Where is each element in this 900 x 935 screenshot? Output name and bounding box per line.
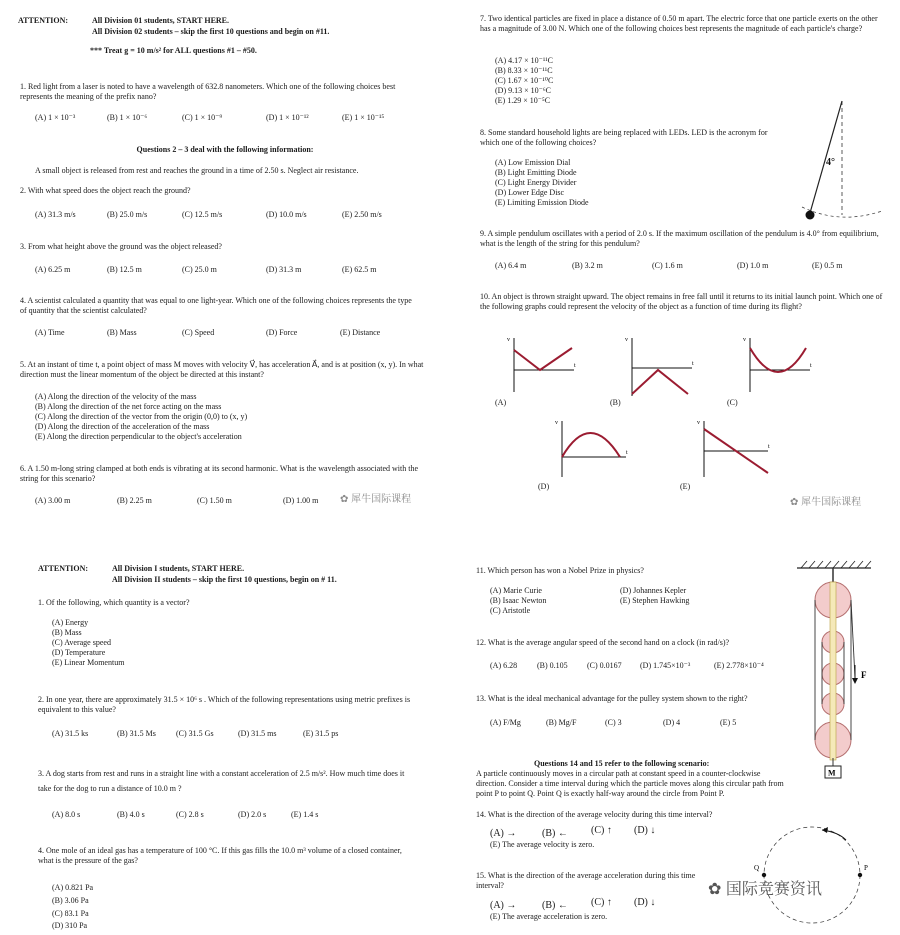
q5-choice-b: (B) Along the direction of the net force acting on the mass (35, 402, 222, 411)
graph-b-label: (B) (610, 398, 621, 407)
q4-div1-choice-c: (C) 83.1 Pa (52, 908, 89, 918)
attention-line-1b: All Division I students, START HERE. (112, 564, 245, 573)
q1-div1-choice-d: (D) Temperature (52, 648, 106, 657)
q4-div1-choice-a: (A) 0.821 Pa (52, 883, 94, 892)
q12-choice-b: (B) 0.105 (537, 661, 568, 670)
q2-choice-a: (A) 31.3 m/s (35, 210, 76, 219)
force-label: F (861, 670, 867, 680)
q12-choice-a: (A) 6.28 (490, 661, 518, 670)
q13-choice-a: (A) F/Mg (490, 718, 521, 727)
wechat-icon: ✿ (790, 497, 802, 508)
q1-div1-choice-b: (B) Mass (52, 628, 82, 637)
q2-div1-choice-d: (D) 31.5 ms (238, 729, 277, 738)
q7-choice-e: (E) 1.29 × 10⁻⁵C (495, 96, 551, 105)
q7-choice-b: (B) 8.33 × 10⁻¹¹C (495, 66, 553, 75)
svg-text:v: v (697, 420, 700, 426)
q3-div1-choice-b: (B) 4.0 s (117, 810, 145, 819)
q12-choice-c: (C) 0.0167 (587, 661, 622, 670)
q4-choice-a: (A) Time (35, 328, 65, 337)
q1-choice-c: (C) 1 × 10⁻⁹ (182, 113, 223, 122)
q11-choice-b: (B) Isaac Newton (490, 596, 547, 605)
question-3: 3. From what height above the ground was the object released? (20, 242, 222, 251)
q1-choice-a: (A) 1 × 10⁻³ (35, 113, 76, 122)
attention-line-2b: All Division II students – skip the first 10 questions, begin on # 11. (112, 575, 337, 584)
q6-choice-d: (D) 1.00 m (283, 496, 319, 505)
q4-choice-c: (C) Speed (182, 328, 215, 337)
question-12: 12. What is the average angular speed of the second hand on a clock (in rad/s)? (476, 638, 730, 647)
q14-choice-d: (D) ↓ (634, 825, 656, 836)
circular-path-diagram (750, 820, 875, 930)
q14-15-info: A particle continuously moves in a circular path at constant speed in a counter-clockwise direction. Consider a time interval during which the particle moves along this circular path from point P to point Q. Point Q is exactly half-way around the circle from Point P. (476, 769, 784, 798)
question-4-div1: 4. One mole of an ideal gas has a temperature of 100 °C. If this gas fills the 10.0 m³ volume of a closed container, what is the pressure of the gas? (38, 846, 402, 865)
q14-choice-b: (B) ← (542, 828, 568, 839)
question-6: 6. A 1.50 m-long string clamped at both ends is vibrating at its second harmonic. What is the wavelength associated with the string for this scenario? (20, 464, 418, 483)
q2-div1-choice-e: (E) 31.5 ps (303, 729, 339, 738)
graph-c-label: (C) (727, 398, 738, 407)
attention-line-2: All Division 02 students – skip the first 10 questions and begin on #11. (92, 27, 330, 36)
wechat-icon: ✿ (340, 494, 352, 505)
q13-choice-d: (D) 4 (663, 718, 681, 727)
q8-choice-a: (A) Low Emission Dial (495, 158, 571, 167)
q5-choice-c: (C) Along the direction of the vector from the origin (0,0) to (x, y) (35, 412, 248, 421)
q6-choice-a: (A) 3.00 m (35, 496, 71, 505)
q15-choice-d: (D) ↓ (634, 897, 656, 908)
svg-text:v: v (555, 420, 558, 426)
question-1: 1. Red light from a laser is noted to have a wavelength of 632.8 nanometers. Which one of the following choices best represents the meaning of the prefix nano? (20, 82, 396, 101)
graph-e (690, 415, 775, 485)
q7-choices (495, 56, 553, 106)
question-4: 4. A scientist calculated a quantity that was equal to one light-year. Which one of the following choices represents the type of quantity that the scientist calculated? (20, 296, 412, 315)
svg-text:v: v (625, 337, 628, 343)
pulley-diagram (795, 560, 875, 780)
q1-div1-choice-e: (E) Linear Momentum (52, 658, 125, 667)
q3-div1-choice-d: (D) 2.0 s (238, 810, 267, 819)
q1-div1-choice-c: (C) Average speed (52, 638, 111, 647)
attention-label-2: ATTENTION: (38, 564, 89, 573)
q1-choice-b: (B) 1 × 10⁻⁶ (107, 113, 148, 122)
question-3-div1: 3. A dog starts from rest and runs in a straight line with a constant acceleration of 2.5 m/s². How much time does it take for the dog to run a distance of 10.0 m ? (38, 769, 405, 794)
graph-d-label: (D) (538, 482, 550, 491)
q2-div1-choice-b: (B) 31.5 Ms (117, 729, 156, 738)
q2-3-info: A small object is released from rest and reaches the ground in a time of 2.50 s. Neglect air resistance. (35, 166, 359, 175)
graph-a-label: (A) (495, 398, 507, 407)
svg-text:t: t (574, 363, 576, 369)
q2-choice-b: (B) 25.0 m/s (107, 210, 148, 219)
q1-div1-choices (52, 618, 124, 668)
q3-choice-e: (E) 62.5 m (342, 265, 377, 274)
point-q-label: Q (754, 864, 760, 872)
question-15: 15. What is the direction of the average acceleration during this time interval? (476, 871, 696, 890)
q5-choice-a: (A) Along the direction of the velocity of the mass (35, 392, 197, 401)
attention-label: ATTENTION: (18, 16, 69, 25)
q8-choice-c: (C) Light Energy Divider (495, 178, 577, 187)
q15-choice-b: (B) ← (542, 900, 568, 911)
graph-c (736, 332, 816, 402)
question-10: 10. An object is thrown straight upward. The object remains in free fall until it returns to its initial launch point. Which one of the following graphs could represent the velocity of the object as a function of time during its flight? (480, 292, 883, 311)
q9-choice-e: (E) 0.5 m (812, 261, 843, 270)
q2-div1-choice-a: (A) 31.5 ks (52, 729, 89, 738)
q14-15-header: Questions 14 and 15 refer to the following scenario: (534, 759, 710, 768)
point-p-label: P (864, 864, 868, 872)
q3-choice-c: (C) 25.0 m (182, 265, 217, 274)
pendulum-angle-label: 4° (826, 157, 835, 168)
q2-choice-d: (D) 10.0 m/s (266, 210, 307, 219)
q15-choice-e: (E) The average acceleration is zero. (490, 912, 608, 921)
q4-choice-e: (E) Distance (340, 328, 381, 337)
svg-text:t: t (692, 361, 694, 367)
q5-choice-e: (E) Along the direction perpendicular to the object's acceleration (35, 432, 242, 441)
q4-choice-d: (D) Force (266, 328, 298, 337)
q9-choice-b: (B) 3.2 m (572, 261, 603, 270)
q3-choice-d: (D) 31.3 m (266, 265, 302, 274)
question-9: 9. A simple pendulum oscillates with a period of 2.0 s. If the maximum oscillation of the pendulum is 4.0° from equilibrium, what is the length of the string for this pendulum? (480, 229, 879, 248)
svg-text:v: v (743, 337, 746, 343)
question-2-div1: 2. In one year, there are approximately 31.5 × 10⁶ s . Which of the following representations using metric prefixes is equivalent to this value? (38, 695, 411, 714)
pendulum-diagram (800, 95, 890, 225)
q8-choice-b: (B) Light Emitting Diode (495, 168, 577, 177)
question-5: 5. At an instant of time t, a point object of mass M moves with velocity V⃗, has acceleration A⃗, and is at position (x, y). In what direction must the linear momentum of the object be directed at this instant? (20, 360, 424, 379)
q8-choices (495, 158, 589, 208)
attention-line-1: All Division 01 students, START HERE. (92, 16, 230, 25)
q12-choice-e: (E) 2.778×10⁻⁴ (714, 661, 764, 670)
watermark-rhino: ✿ 犀牛国际课程 (340, 494, 412, 505)
q9-choice-a: (A) 6.4 m (495, 261, 527, 270)
q3-choice-b: (B) 12.5 m (107, 265, 142, 274)
q1-choice-d: (D) 1 × 10⁻¹² (266, 113, 309, 122)
q2-choice-c: (C) 12.5 m/s (182, 210, 223, 219)
q1-div1-choice-a: (A) Energy (52, 618, 89, 627)
question-8: 8. Some standard household lights are being replaced with LEDs. LED is the acronym for which one of the following choices? (480, 128, 768, 147)
q11-choice-e: (E) Stephen Hawking (620, 596, 690, 605)
q8-choice-e: (E) Limiting Emission Diode (495, 198, 589, 207)
watermark-contest-news: ✿ 国际竞赛资讯 (708, 881, 822, 898)
q11-choice-a: (A) Marie Curie (490, 586, 542, 595)
svg-text:t: t (768, 444, 770, 450)
q9-choice-d: (D) 1.0 m (737, 261, 769, 270)
q3-div1-choice-c: (C) 2.8 s (176, 810, 204, 819)
graph-a (500, 332, 580, 402)
q7-choice-c: (C) 1.67 × 10⁻¹⁰C (495, 76, 554, 85)
q9-choice-c: (C) 1.6 m (652, 261, 683, 270)
graph-b (618, 332, 698, 402)
panel-division-01 (0, 0, 450, 530)
q14-choice-e: (E) The average velocity is zero. (490, 840, 595, 849)
q5-choice-d: (D) Along the direction of the acceleration of the mass (35, 422, 210, 431)
q15-choice-a: (A) → (490, 900, 517, 911)
q14-choice-c: (C) ↑ (591, 825, 612, 836)
q13-choice-e: (E) 5 (720, 718, 737, 727)
question-7: 7. Two identical particles are fixed in place a distance of 0.50 m apart. The electric force that one particle exerts on the other has a magnitude of 3.00 N. Which one of the following choices best represents the magnitude of each particle's charge? (480, 14, 878, 33)
question-13: 13. What is the ideal mechanical advantage for the pulley system shown to the right? (476, 694, 748, 703)
question-14: 14. What is the direction of the average velocity during this time interval? (476, 810, 713, 819)
question-2: 2. With what speed does the object reach the ground? (20, 186, 191, 195)
question-11: 11. Which person has won a Nobel Prize in physics? (476, 566, 644, 575)
q4-choice-b: (B) Mass (107, 328, 137, 337)
graph-e-label: (E) (680, 482, 691, 491)
q2-div1-choice-c: (C) 31.5 Gs (176, 729, 214, 738)
q12-choice-d: (D) 1.745×10⁻³ (640, 661, 691, 670)
q4-div1-choice-d: (D) 310 Pa (52, 921, 88, 931)
q13-choice-b: (B) Mg/F (546, 718, 577, 727)
q2-3-header: Questions 2 – 3 deal with the following information: (136, 145, 314, 154)
question-1-div1: 1. Of the following, which quantity is a vector? (38, 598, 190, 607)
q7-choice-a: (A) 4.17 × 10⁻¹¹C (495, 56, 553, 65)
svg-text:t: t (810, 363, 812, 369)
q6-choice-c: (C) 1.50 m (197, 496, 232, 505)
q3-choice-a: (A) 6.25 m (35, 265, 71, 274)
gravity-note: *** Treat g = 10 m/s² for ALL questions #1 – #50. (90, 46, 257, 55)
q5-choices (35, 392, 247, 442)
q11-choice-c: (C) Aristotle (490, 606, 531, 615)
q2-choice-e: (E) 2.50 m/s (342, 210, 382, 219)
panel-questions-7-10 (450, 0, 900, 530)
q13-choice-c: (C) 3 (605, 718, 622, 727)
mass-label: M (828, 768, 836, 778)
panel-division-i (0, 530, 450, 935)
svg-text:t: t (626, 450, 628, 456)
svg-text:v: v (507, 337, 510, 343)
q1-choice-e: (E) 1 × 10⁻¹⁵ (342, 113, 385, 122)
q4-div1-choice-b: (B) 3.06 Pa (52, 895, 89, 905)
q3-div1-choice-a: (A) 8.0 s (52, 810, 81, 819)
watermark-rhino-2: ✿ 犀牛国际课程 (790, 497, 862, 508)
q4-div1-choices (52, 882, 93, 933)
q8-choice-d: (D) Lower Edge Disc (495, 188, 565, 197)
graph-d (548, 415, 633, 485)
panel-questions-11-15 (450, 530, 900, 935)
q14-choice-a: (A) → (490, 828, 517, 839)
q6-choice-b: (B) 2.25 m (117, 496, 152, 505)
q3-div1-choice-e: (E) 1.4 s (291, 810, 319, 819)
q11-choice-d: (D) Johannes Kepler (620, 586, 687, 595)
q7-choice-d: (D) 9.13 × 10⁻⁶C (495, 86, 551, 95)
wechat-icon: ✿ (708, 881, 726, 898)
q15-choice-c: (C) ↑ (591, 897, 612, 908)
